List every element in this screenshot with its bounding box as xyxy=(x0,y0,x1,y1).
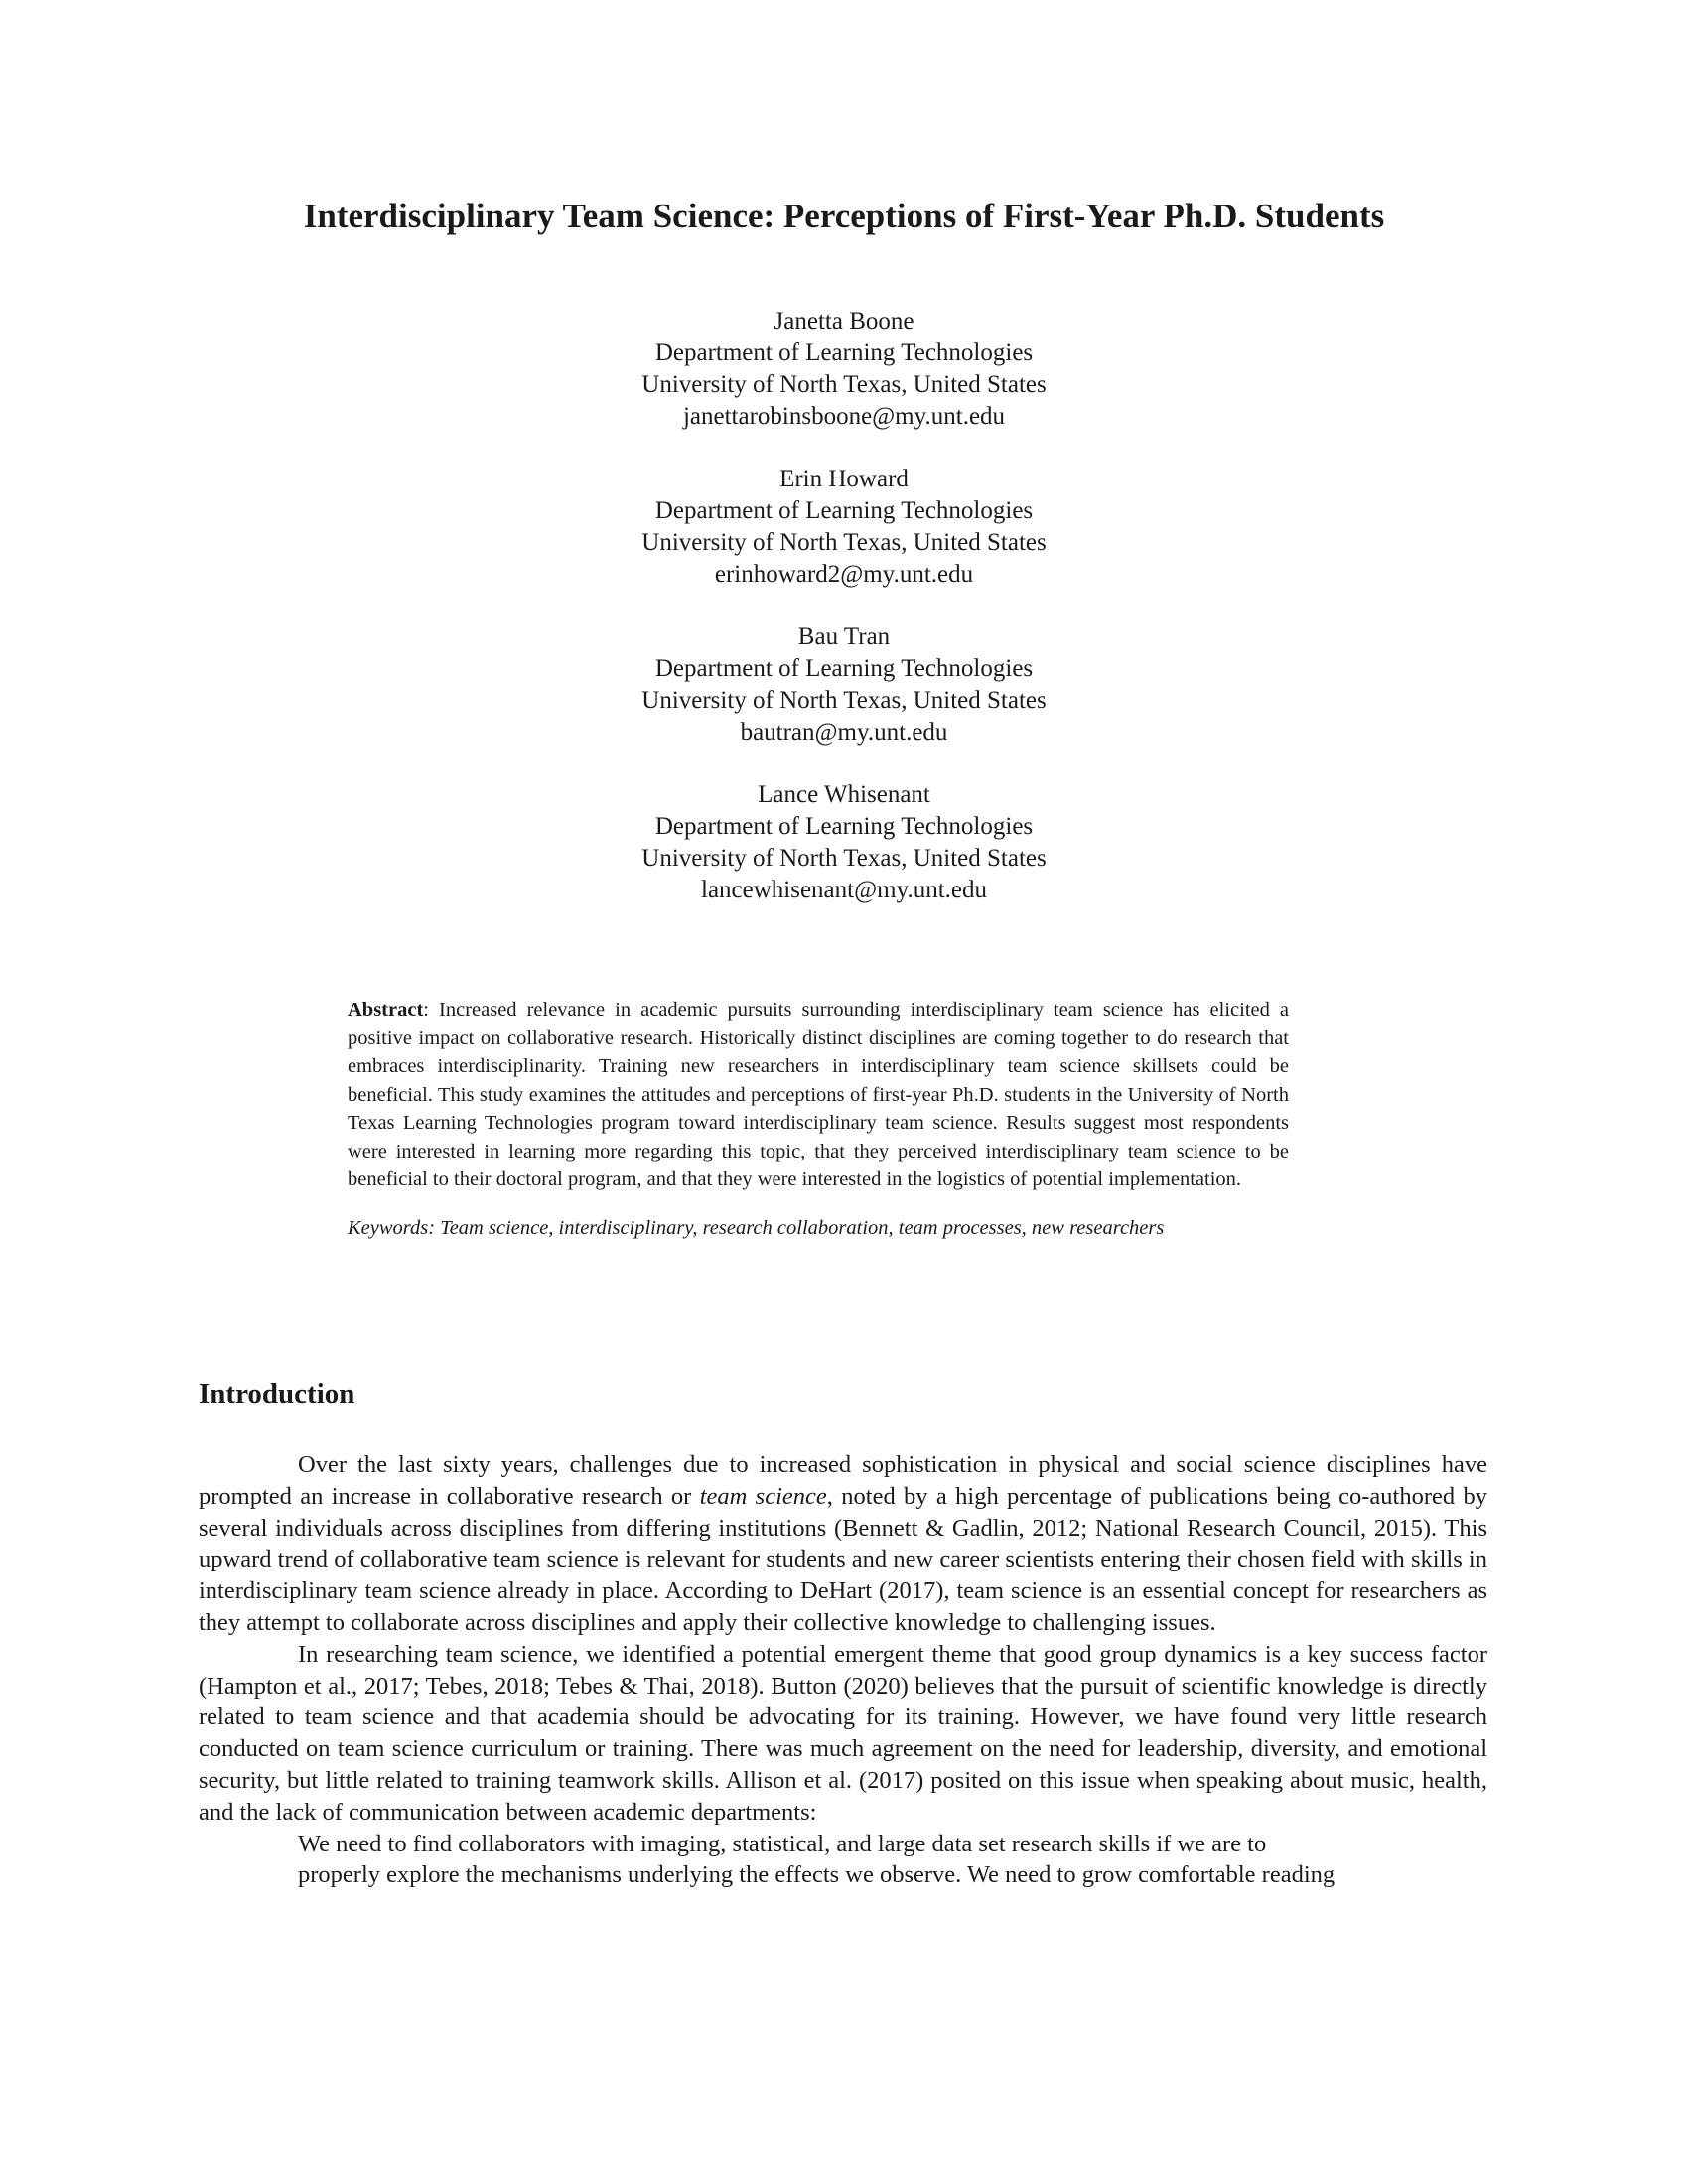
author-email: erinhoward2@my.unt.edu xyxy=(714,561,974,588)
author-department: Department of Learning Technologies xyxy=(654,340,1034,366)
paragraph-text: Over the last sixty years, challenges due to increased sophistication in physical and social science disciplines have prompted an increase in collaborative research or xyxy=(199,1451,1487,1510)
body-paragraph: In researching team science, we identified a potential emergent theme that good group dynamics is a key success factor (Hampton et al., 2017; Tebes, 2018; Tebes & Thai, 2018). Button (2020) believes that the pursuit of scientific knowledge is directly related to team science and that academia should be advocating for its training. However, we have found very little research conducted on team science curriculum or training. There was much agreement on the need for leadership, diversity, and emotional security, but little related to training teamwork skills. Allison et al. (2017) posited on this issue when speaking about music, health, and the lack of communication between academic departments: xyxy=(199,1640,1487,1826)
author-email: janettarobinsboone@my.unt.edu xyxy=(682,403,1006,430)
author-name: Lance Whisenant xyxy=(758,781,930,808)
author-institution: University of North Texas, United States xyxy=(641,371,1047,398)
body-paragraph xyxy=(199,1449,1487,1639)
author-block xyxy=(0,464,1688,591)
author-institution: University of North Texas, United States xyxy=(641,845,1047,872)
author-email: bautran@my.unt.edu xyxy=(740,719,948,746)
author-name: Erin Howard xyxy=(779,466,909,492)
paragraph-text: , noted by a high percentage of publications being co-authored by several individuals across disciplines from differing institutions (Bennett & Gadlin, 2012; National Research Council, 2015). This upward trend of collaborative team science is relevant for students and new career scientists entering their chosen field with skills in interdisciplinary team science already in place. According to DeHart (2017), team science is an essential concept for researchers as they attempt to collaborate across disciplines and apply their collective knowledge to challenging issues. xyxy=(199,1482,1488,1636)
author-department: Department of Learning Technologies xyxy=(654,813,1034,840)
author-block xyxy=(0,306,1688,433)
block-quote xyxy=(298,1829,1487,1892)
abstract xyxy=(348,996,1289,1242)
author-block xyxy=(0,621,1688,749)
author-department: Department of Learning Technologies xyxy=(654,655,1034,682)
author-block xyxy=(0,779,1688,906)
abstract-text: : Increased relevance in academic pursuits surrounding interdisciplinary team science has elicited a positive impact on collaborative research. Historically distinct disciplines are coming together to do research that embraces interdisciplinarity. Training new researchers in interdisciplinary team science skillsets could be beneficial. This study examines the attitudes and perceptions of first-year Ph.D. students in the University of North Texas Learning Technologies program toward interdisciplinary team science. Results suggest most respondents were interested in learning more regarding this topic, that they perceived interdisciplinary team science to be beneficial to their doctoral program, and that they were interested in the logistics of potential implementation. xyxy=(348,999,1289,1190)
paper-title: Interdisciplinary Team Science: Perceptions of First-Year Ph.D. Students xyxy=(303,197,1385,235)
author-email: lancewhisenant@my.unt.edu xyxy=(701,877,987,903)
author-institution: University of North Texas, United States xyxy=(641,687,1047,714)
introduction-body xyxy=(199,1449,1487,1891)
section-heading-introduction: Introduction xyxy=(199,1378,355,1410)
author-department: Department of Learning Technologies xyxy=(654,497,1034,524)
emphasized-term: team science xyxy=(699,1482,827,1510)
abstract-label: Abstract xyxy=(348,999,424,1021)
author-institution: University of North Texas, United States xyxy=(641,529,1047,556)
author-name: Janetta Boone xyxy=(774,308,914,335)
quote-line: properly explore the mechanisms underlying the effects we observe. We need to grow comfortable reading xyxy=(298,1861,1336,1889)
keywords: Keywords: Team science, interdisciplinary, research collaboration, team processes, new researchers xyxy=(348,1216,1165,1239)
quote-line: We need to find collaborators with imaging, statistical, and large data set research skills if we are to xyxy=(298,1830,1267,1857)
author-list xyxy=(0,306,1688,937)
abstract-paragraph xyxy=(348,996,1289,1194)
author-name: Bau Tran xyxy=(797,623,891,650)
